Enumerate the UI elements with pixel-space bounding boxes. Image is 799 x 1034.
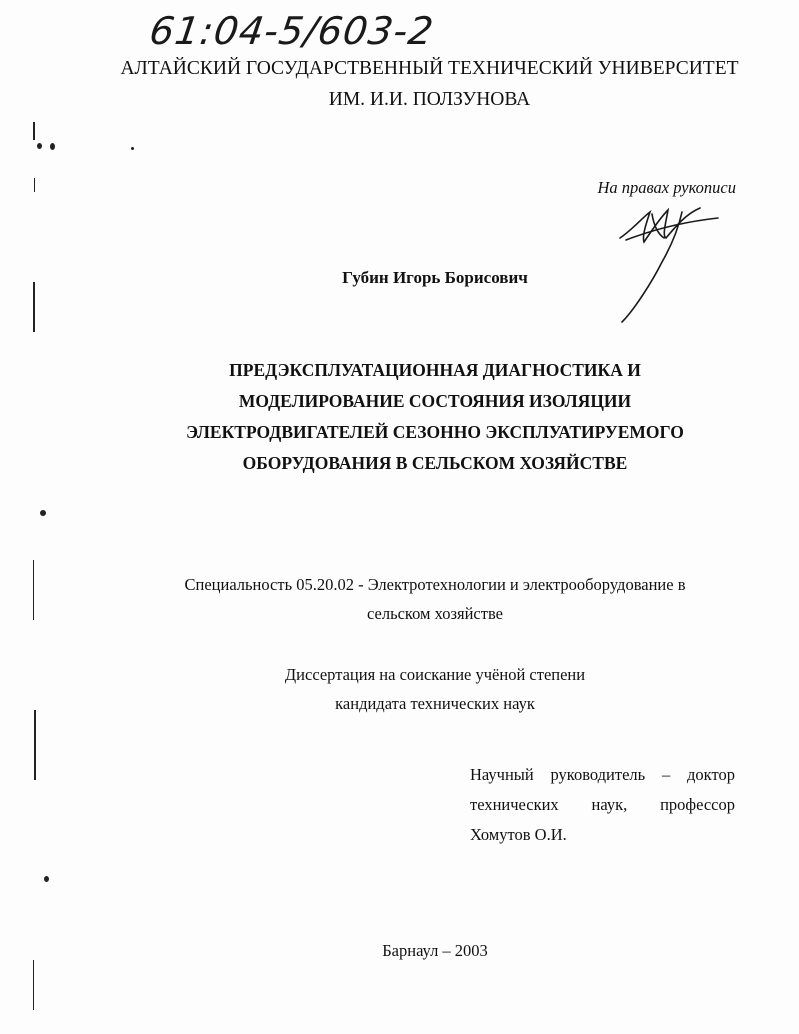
specialty-block	[30, 570, 799, 628]
title-line: ОБОРУДОВАНИЯ В СЕЛЬСКОМ ХОЗЯЙСТВЕ	[242, 453, 628, 473]
degree-block	[30, 660, 799, 718]
supervisor-line: технических наук, профессор	[470, 795, 735, 814]
specialty-line: сельском хозяйстве	[367, 604, 503, 623]
supervisor-block	[470, 760, 735, 850]
university-name: АЛТАЙСКИЙ ГОСУДАРСТВЕННЫЙ ТЕХНИЧЕСКИЙ УНИВЕРСИТЕТ	[120, 58, 739, 79]
scan-mark	[33, 122, 35, 140]
scan-mark	[37, 143, 42, 149]
supervisor-line: Научный руководитель – доктор	[470, 765, 735, 784]
degree-line: Диссертация на соискание учёной степени	[284, 665, 586, 684]
title-line: МОДЕЛИРОВАНИЕ СОСТОЯНИЯ ИЗОЛЯЦИИ	[238, 391, 632, 411]
scan-mark	[33, 960, 34, 1010]
city-year: Барнаул – 2003	[382, 941, 488, 960]
scan-mark	[50, 143, 55, 150]
manuscript-rights-label: На правах рукописи	[597, 178, 736, 197]
scan-mark	[34, 710, 36, 780]
scan-mark	[33, 560, 34, 620]
scan-mark	[44, 876, 49, 882]
university-name-line2: ИМ. И.И. ПОЛЗУНОВА	[328, 89, 531, 110]
signature-icon	[612, 200, 722, 325]
handwritten-archive-code: 61:04-5/603-2	[146, 9, 437, 53]
scan-mark	[33, 282, 35, 332]
specialty-line: Специальность 05.20.02 - Электротехнологии и электрооборудование в	[184, 575, 686, 594]
scan-mark	[131, 147, 134, 150]
title-line: ЭЛЕКТРОДВИГАТЕЛЕЙ СЕЗОННО ЭКСПЛУАТИРУЕМОГО	[186, 422, 684, 442]
author-name: Губин Игорь Борисович	[342, 268, 528, 287]
title-line: ПРЕДЭКСПЛУАТАЦИОННАЯ ДИАГНОСТИКА И	[229, 360, 641, 380]
scan-mark	[34, 178, 35, 192]
degree-line: кандидата технических наук	[335, 694, 535, 713]
dissertation-title	[30, 355, 799, 479]
supervisor-name: Хомутов О.И.	[470, 825, 567, 844]
scan-mark	[40, 510, 46, 516]
